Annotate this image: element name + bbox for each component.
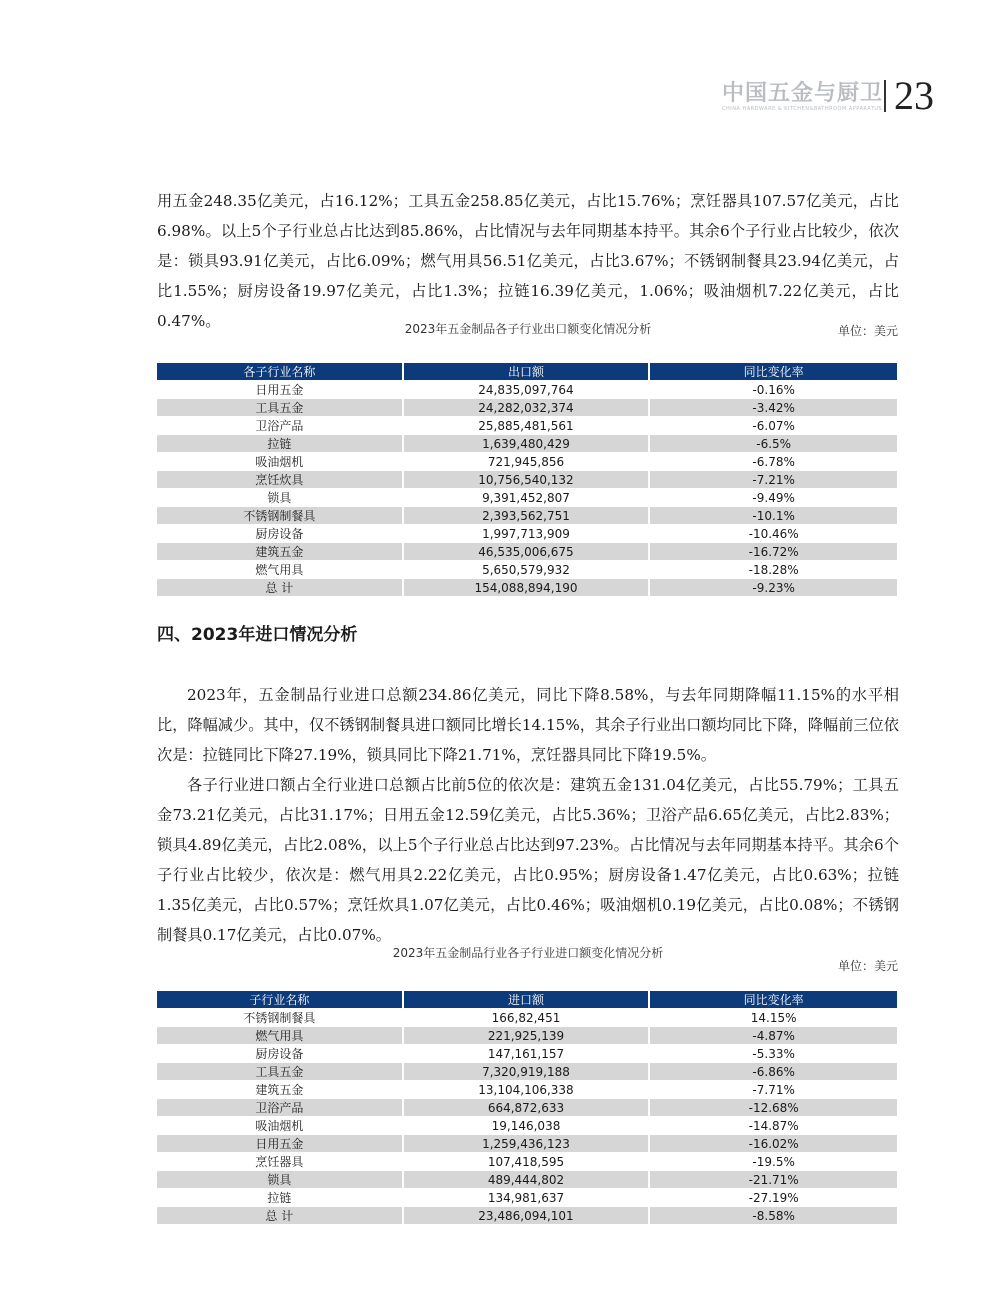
- table-row: [157, 452, 897, 470]
- cell-amount: 24,282,032,374: [404, 398, 651, 416]
- cell-amount: 24,835,097,764: [404, 380, 651, 398]
- table-row: [157, 1098, 897, 1116]
- table-row: [157, 524, 897, 542]
- cell-change: -21.71%: [650, 1170, 897, 1188]
- table-row: [157, 398, 897, 416]
- table-row: [157, 578, 897, 596]
- export-table: [157, 363, 897, 596]
- table1-caption: 2023年五金制品各子行业出口额变化情况分析: [404, 322, 652, 336]
- cell-name: 总 计: [157, 1206, 404, 1224]
- table2-caption: 2023年五金制品行业各子行业进口额变化情况分析: [392, 946, 664, 960]
- cell-amount: 2,393,562,751: [404, 506, 651, 524]
- cell-amount: 221,925,139: [404, 1026, 651, 1044]
- cell-change: -6.07%: [650, 416, 897, 434]
- cell-change: -16.02%: [650, 1134, 897, 1152]
- cell-name: 工具五金: [157, 1062, 404, 1080]
- column-header: 进口额: [404, 991, 651, 1008]
- page-number: 23: [894, 73, 934, 118]
- cell-name: 卫浴产品: [157, 416, 404, 434]
- table1-unit: 单位：美元: [837, 324, 898, 338]
- cell-amount: 1,639,480,429: [404, 434, 651, 452]
- cell-amount: 5,650,579,932: [404, 560, 651, 578]
- cell-change: -6.5%: [650, 434, 897, 452]
- cell-name: 不锈钢制餐具: [157, 506, 404, 524]
- paragraph-import-overview: 2023年，五金制品行业进口总额234.86亿美元，同比下降8.58%，与去年同期降幅11.15%的水平相比，降幅减少。其中，仅不锈钢制餐具进口额同比增长14.15%，其余子行业出口额均同比下降，降幅前三位依次是：拉链同比下降27.19%，锁具同比下降21.71%，烹饪器具同比下降19.5%。: [157, 686, 899, 764]
- table-row: [157, 542, 897, 560]
- cell-change: -4.87%: [650, 1026, 897, 1044]
- table-row: [157, 1152, 897, 1170]
- cell-amount: 1,997,713,909: [404, 524, 651, 542]
- cell-amount: 664,872,633: [404, 1098, 651, 1116]
- table-row: [157, 488, 897, 506]
- cell-amount: 147,161,157: [404, 1044, 651, 1062]
- cell-change: -19.5%: [650, 1152, 897, 1170]
- cell-change: -7.21%: [650, 470, 897, 488]
- cell-change: -9.49%: [650, 488, 897, 506]
- paragraph-import-shares: 各子行业进口额占全行业进口总额占比前5位的依次是：建筑五金131.04亿美元，占比55.79%；工具五金73.21亿美元，占比31.17%；日用五金12.59亿美元，占比5.36%；卫浴产品6.65亿美元，占比2.83%；锁具4.89亿美元，占比2.08%，以上5个子行业总占比达到97.23%。占比情况与去年同期基本持平。其余6个子行业占比较少，依次是：燃气用具2.22亿美元，占比0.95%；厨房设备1.47亿美元，占比0.63%；拉链1.35亿美元，占比0.57%；烹饪炊具1.07亿美元，占比0.46%；吸油烟机0.19亿美元，占比0.08%；不锈钢制餐具0.17亿美元，占比0.07%。: [157, 776, 899, 944]
- cell-change: 14.15%: [650, 1008, 897, 1026]
- cell-change: -6.78%: [650, 452, 897, 470]
- cell-amount: 107,418,595: [404, 1152, 651, 1170]
- cell-name: 拉链: [157, 1188, 404, 1206]
- column-header: 各子行业名称: [157, 363, 404, 380]
- table-row: [157, 506, 897, 524]
- paragraph-export-summary: 用五金248.35亿美元，占16.12%；工具五金258.85亿美元，占比15.76%；烹饪器具107.57亿美元，占比6.98%。以上5个子行业总占比达到85.86%，占比情况与去年同期基本持平。其余6个子行业占比较少，依次是：锁具93.91亿美元，占比6.09%；燃气用具56.51亿美元，占比3.67%；不锈钢制餐具23.94亿美元，占比1.55%；厨房设备19.97亿美元，占比1.3%；拉链16.39亿美元，1.06%；吸油烟机7.22亿美元，占比0.47%。: [157, 192, 899, 330]
- cell-change: -7.71%: [650, 1080, 897, 1098]
- cell-name: 吸油烟机: [157, 452, 404, 470]
- cell-amount: 13,104,106,338: [404, 1080, 651, 1098]
- logo-subtext: CHINA HARDWARE & KITCHEN&BATHROOM APPARATUS: [722, 106, 883, 112]
- column-header: 子行业名称: [157, 991, 404, 1008]
- table-row: [157, 1080, 897, 1098]
- cell-name: 厨房设备: [157, 524, 404, 542]
- cell-change: -12.68%: [650, 1098, 897, 1116]
- table-row: [157, 1062, 897, 1080]
- import-table: [157, 991, 897, 1224]
- cell-name: 锁具: [157, 1170, 404, 1188]
- cell-amount: 10,756,540,132: [404, 470, 651, 488]
- cell-amount: 134,981,637: [404, 1188, 651, 1206]
- table-row: [157, 1044, 897, 1062]
- cell-change: -3.42%: [650, 398, 897, 416]
- cell-change: -8.58%: [650, 1206, 897, 1224]
- cell-name: 建筑五金: [157, 542, 404, 560]
- table-row: [157, 416, 897, 434]
- cell-change: -10.46%: [650, 524, 897, 542]
- cell-change: -5.33%: [650, 1044, 897, 1062]
- cell-change: -16.72%: [650, 542, 897, 560]
- cell-change: -10.1%: [650, 506, 897, 524]
- cell-name: 日用五金: [157, 380, 404, 398]
- table-row: [157, 1008, 897, 1026]
- cell-name: 吸油烟机: [157, 1116, 404, 1134]
- header-divider: [884, 80, 886, 112]
- table-row: [157, 1134, 897, 1152]
- cell-amount: 489,444,802: [404, 1170, 651, 1188]
- cell-amount: 7,320,919,188: [404, 1062, 651, 1080]
- cell-amount: 1,259,436,123: [404, 1134, 651, 1152]
- table-row: [157, 1188, 897, 1206]
- table-row: [157, 380, 897, 398]
- column-header: 出口额: [404, 363, 651, 380]
- cell-name: 厨房设备: [157, 1044, 404, 1062]
- table-row: [157, 1116, 897, 1134]
- cell-name: 卫浴产品: [157, 1098, 404, 1116]
- cell-change: -27.19%: [650, 1188, 897, 1206]
- table-row: [157, 1206, 897, 1224]
- cell-amount: 721,945,856: [404, 452, 651, 470]
- table2-unit: 单位：美元: [837, 959, 898, 973]
- cell-amount: 23,486,094,101: [404, 1206, 651, 1224]
- section-heading: 四、2023年进口情况分析: [157, 625, 358, 645]
- cell-name: 总 计: [157, 578, 404, 596]
- cell-change: -9.23%: [650, 578, 897, 596]
- cell-name: 不锈钢制餐具: [157, 1008, 404, 1026]
- cell-name: 燃气用具: [157, 560, 404, 578]
- magazine-logo: [722, 81, 884, 116]
- cell-name: 锁具: [157, 488, 404, 506]
- cell-name: 建筑五金: [157, 1080, 404, 1098]
- table-row: [157, 470, 897, 488]
- cell-amount: 25,885,481,561: [404, 416, 651, 434]
- cell-name: 日用五金: [157, 1134, 404, 1152]
- cell-name: 烹饪炊具: [157, 470, 404, 488]
- cell-name: 拉链: [157, 434, 404, 452]
- cell-change: -6.86%: [650, 1062, 897, 1080]
- column-header: 同比变化率: [650, 991, 897, 1008]
- cell-name: 烹饪器具: [157, 1152, 404, 1170]
- table-row: [157, 1170, 897, 1188]
- cell-name: 燃气用具: [157, 1026, 404, 1044]
- table-header-row: [157, 991, 897, 1008]
- cell-amount: 9,391,452,807: [404, 488, 651, 506]
- table-row: [157, 434, 897, 452]
- cell-amount: 19,146,038: [404, 1116, 651, 1134]
- table-row: [157, 560, 897, 578]
- logo-text: 中国五金与厨卫: [722, 81, 884, 106]
- table-header-row: [157, 363, 897, 380]
- column-header: 同比变化率: [650, 363, 897, 380]
- cell-amount: 154,088,894,190: [404, 578, 651, 596]
- cell-change: -0.16%: [650, 380, 897, 398]
- cell-change: -18.28%: [650, 560, 897, 578]
- cell-amount: 46,535,006,675: [404, 542, 651, 560]
- cell-amount: 166,82,451: [404, 1008, 651, 1026]
- table-row: [157, 1026, 897, 1044]
- cell-change: -14.87%: [650, 1116, 897, 1134]
- cell-name: 工具五金: [157, 398, 404, 416]
